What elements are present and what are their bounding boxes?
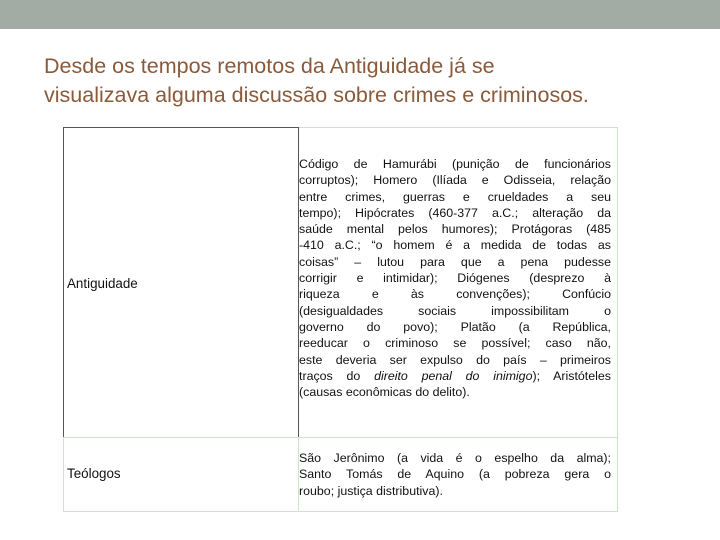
text-segment: traços do	[299, 368, 375, 383]
text-line: São Jerônimo (a vida é o espelho da alma);	[299, 451, 611, 465]
table-cell-teologos-label	[63, 437, 299, 512]
italic-phrase: direito penal do inimigo	[374, 368, 533, 383]
text-line-italic	[299, 368, 611, 384]
text-line: (causas econômicas do delito).	[299, 385, 470, 400]
text-line: (desigualdades sociais impossibilitam o	[299, 303, 611, 318]
text-line: roubo; justiça distributiva).	[299, 483, 443, 498]
text-segment: ); Aristóteles	[532, 368, 611, 383]
text-line: tempo); Hipócrates (460-377 a.C.; alteração da	[299, 205, 611, 220]
text-line: saúde mental pelos humores); Protágoras (485	[299, 222, 611, 237]
row-label-antiguidade: Antiguidade	[67, 276, 138, 291]
teologos-text	[299, 450, 611, 499]
text-line: riqueza e às convenções); Confúcio	[299, 287, 611, 302]
title-line-1: Desde os tempos remotos da Antiguidade já se	[44, 54, 495, 78]
text-line: corruptos); Homero (Ilíada e Odisseia, relação	[299, 173, 611, 188]
text-line: reeducar o criminoso se possível; caso não,	[299, 336, 611, 351]
text-line: este deveria ser expulso do país – primeiros	[299, 352, 611, 367]
table-cell-antiguidade-content	[299, 127, 618, 438]
top-bar	[0, 0, 720, 29]
table-cell-antiguidade-label	[63, 127, 299, 438]
text-line: governo do povo); Platão (a República,	[299, 319, 611, 334]
row-label-teologos: Teólogos	[67, 466, 121, 481]
text-line: corrigir e intimidar); Diógenes (desprezo à	[299, 271, 611, 286]
antiguidade-text	[299, 156, 611, 400]
text-line: entre crimes, guerras e crueldades a seu	[299, 189, 611, 204]
text-line: Santo Tomás de Aquino (a pobreza gera o	[299, 467, 611, 482]
slide-title	[44, 52, 704, 110]
table-cell-teologos-content	[299, 437, 618, 512]
text-line: -410 a.C.; “o homem é a medida de todas as	[299, 238, 611, 253]
text-line: Código de Hamurábi (punição de funcionários	[299, 157, 611, 171]
title-line-2: visualizava alguma discussão sobre crimes e criminosos.	[44, 83, 589, 107]
text-line: coisas” – lutou para que a pena pudesse	[299, 254, 611, 269]
